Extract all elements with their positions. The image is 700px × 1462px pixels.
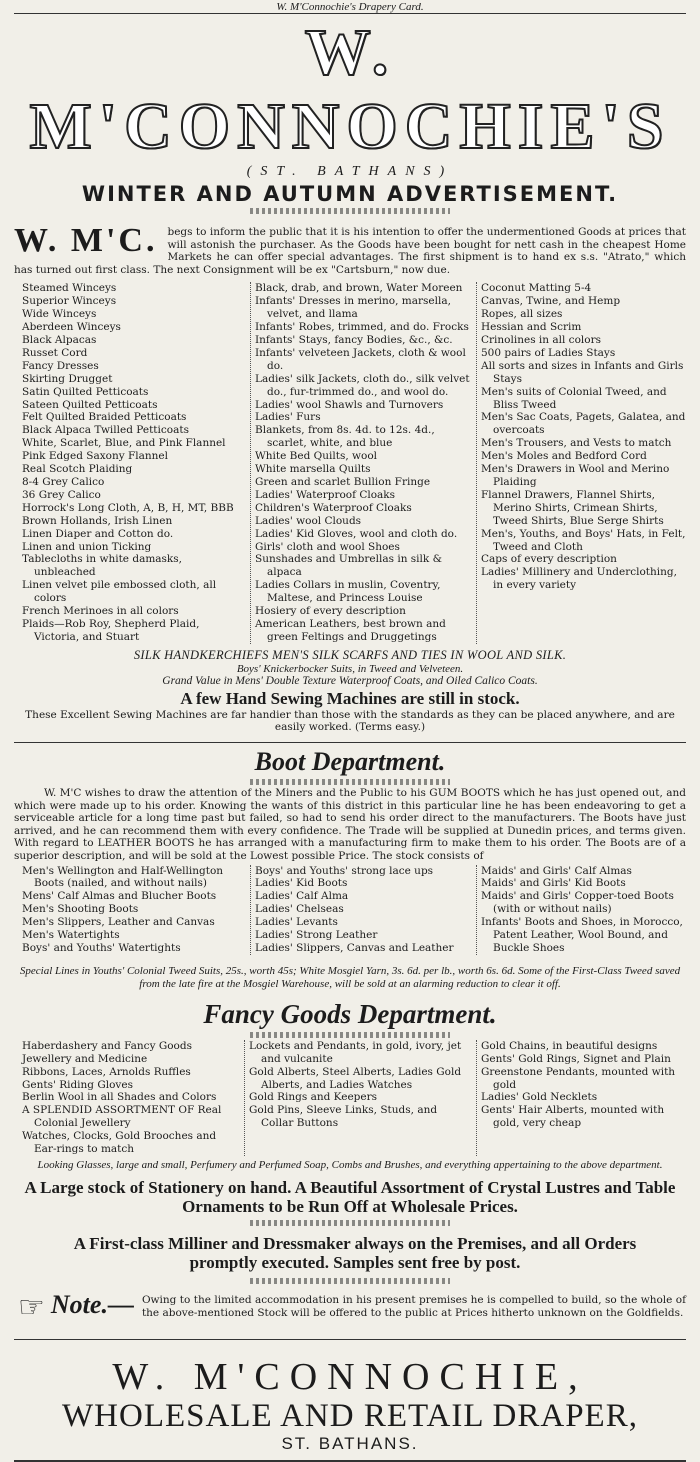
list-item: Ladies' Gold Necklets bbox=[481, 1091, 598, 1104]
list-item: Black, drab, and brown, Water Moreen bbox=[255, 282, 463, 295]
list-item: French Merinoes in all colors bbox=[22, 605, 179, 618]
fancy-heading: Fancy Goods Department. bbox=[203, 998, 497, 1029]
list-item: Men's Drawers in Wool and Merino Plaiding bbox=[481, 463, 670, 488]
list-item: Plaids—Rob Roy, Shepherd Plaid, Victoria, and Stuart bbox=[22, 617, 200, 643]
list-item: Blankets, from 8s. 4d. to 12s. 4d., scarlet, white, and blue bbox=[255, 424, 435, 450]
sewing-text: These Excellent Sewing Machines are far handier than those with the standards as they can be placed anywhere, and are easily worked. (Terms easy.) bbox=[25, 708, 675, 734]
list-item: Infants' velveteen Jackets, cloth & wool do. bbox=[255, 346, 466, 372]
divider bbox=[250, 208, 450, 214]
list-item: A SPLENDID ASSORTMENT OF Real Colonial Jewellery bbox=[22, 1104, 222, 1130]
list-item: Men's Wellington and Half-Wellington Boots (nailed, and without nails) bbox=[22, 864, 224, 890]
list-item: Flannel Drawers, Flannel Shirts, Merino Shirts, Crimean Shirts, Tweed Shirts, Blue Serge Shirts bbox=[481, 488, 664, 527]
list-item: Ropes, all sizes bbox=[481, 308, 563, 321]
list-item: Linen velvet pile embossed cloth, all colors bbox=[22, 579, 217, 605]
list-item: Ladies' Kid Boots bbox=[255, 877, 348, 890]
boot-text: W. M'C wishes to draw the attention of the Miners and the Public to his GUM BOOTS which he has just opened out, and which were made up to his order. Knowing the wants of this district in this particular line he has been endeavoring to get a serviceable article for a long time past but failed, so had to send his order direct to the manufacturers. The Boots have just arrived, and he can recommend them with every confidence. The Trade will be supplied at Dunedin prices, and terms given. With regard to LEATHER BOOTS he has arranged with a manufacturing firm to make them to his order. The Boots are of a superior description, and will be sold at the Lowest possible Price. The stock consists of bbox=[14, 786, 686, 862]
list-item: Superior Winceys bbox=[22, 295, 117, 308]
list-item: Infants' Boots and Shoes, in Morocco, Patent Leather, Wool Bound, and Buckle Shoes bbox=[481, 916, 683, 954]
list-item: 8-4 Grey Calico bbox=[22, 475, 105, 488]
list-item: Ladies' Calf Alma bbox=[255, 890, 349, 903]
note bbox=[18, 1290, 686, 1325]
list-item: Linen Diaper and Cotton do. bbox=[22, 527, 174, 540]
looking-glasses: Looking Glasses, large and small, Perfumery and Perfumed Soap, Combs and Brushes, and everything appertaining to the above department. bbox=[37, 1159, 663, 1171]
boot-special: Special Lines in Youths' Colonial Tweed Suits, 25s., worth 45s; White Mosgiel Yarn, 3s. 6d. per lb., worth 6s. 6d. Some of the First-Class Tweed saved from the late fire at the Mosgiel Warehouse, will be sold at an alarming reduction to clear it off. bbox=[19, 964, 681, 990]
list-item: Gold Chains, in beautiful designs bbox=[481, 1039, 658, 1052]
list-item: Mens' Calf Almas and Blucher Boots bbox=[22, 890, 217, 903]
divider bbox=[250, 779, 450, 785]
intro-text: begs to inform the public that it is his intention to offer the undermentioned Goods at prices that will astonish the purchaser. As the Goods have been bought for nett cash in the cheapest Home Markets he can offer special advantages. The first shipment is to hand ex s.s. "Atrato," which has turned out first class. The next Consignment will be ex "Cartsburn," now due. bbox=[14, 226, 686, 276]
list-item: Gold Alberts, Steel Alberts, Ladies Gold Alberts, and Ladies Watches bbox=[249, 1065, 462, 1091]
list-item: Ribbons, Laces, Arnolds Ruffles bbox=[22, 1065, 191, 1078]
list-item: Gold Pins, Sleeve Links, Studs, and Collar Buttons bbox=[249, 1104, 438, 1130]
list-item: Ladies' wool Clouds bbox=[255, 514, 362, 527]
boot-list bbox=[18, 865, 690, 955]
fancy-col-3 bbox=[476, 1040, 690, 1156]
list-item: Infants' Stays, fancy Bodies, &c., &c. bbox=[255, 334, 453, 346]
list-item: Infants' Robes, trimmed, and do. Frocks bbox=[255, 321, 469, 334]
list-item: Boys' and Youths' Watertights bbox=[22, 941, 181, 954]
list-item: Men's Trousers, and Vests to match bbox=[481, 437, 672, 450]
fancy-col-2 bbox=[244, 1040, 476, 1156]
ad-title: WINTER AND AUTUMN ADVERTISEMENT. bbox=[81, 182, 619, 206]
boys-line: Boys' Knickerbocker Suits, in Tweed and Velveteen. bbox=[236, 662, 464, 675]
list-item: Linen and union Ticking bbox=[22, 540, 152, 553]
list-item: Gents' Hair Alberts, mounted with gold, very cheap bbox=[481, 1104, 665, 1130]
list-item: Sateen Quilted Petticoats bbox=[22, 398, 158, 411]
note-text: Owing to the limited accommodation in his present premises he is compelled to build, so the whole of the above-mentioned Stock will be offered to the public at Prices hitherto unknown on the Goldfields. bbox=[141, 1294, 686, 1319]
list-item: Men's Shooting Boots bbox=[22, 903, 139, 916]
list-item: Aberdeen Winceys bbox=[22, 321, 121, 334]
list-item: Skirting Drugget bbox=[22, 372, 113, 385]
boot-col-2 bbox=[250, 865, 476, 955]
list-item: Wide Winceys bbox=[22, 308, 97, 321]
list-item: Men's suits of Colonial Tweed, and Bliss Tweed bbox=[481, 385, 667, 411]
location: (ST. BATHANS) bbox=[246, 164, 454, 179]
list-item: Tablecloths in white damasks, unbleached bbox=[22, 553, 183, 579]
rule bbox=[14, 742, 686, 743]
list-item: Ladies' Slippers, Canvas and Leather bbox=[255, 941, 454, 954]
list-item: Jewellery and Medicine bbox=[22, 1052, 148, 1065]
list-item: Russet Cord bbox=[22, 346, 88, 359]
list-item: Watches, Clocks, Gold Brooches and Ear-rings to match bbox=[22, 1130, 217, 1156]
list-item: Caps of every description bbox=[481, 553, 617, 566]
list-item: Hessian and Scrim bbox=[481, 321, 582, 334]
list-item: Ladies Collars in muslin, Coventry, Maltese, and Princess Louise bbox=[255, 579, 441, 605]
list-item: Satin Quilted Petticoats bbox=[22, 385, 149, 398]
list-item: Men's Slippers, Leather and Canvas bbox=[22, 916, 215, 929]
list-item: White marsella Quilts bbox=[255, 463, 371, 476]
list-item: Steamed Winceys bbox=[22, 282, 117, 295]
list-item: White, Scarlet, Blue, and Pink Flannel bbox=[22, 437, 226, 450]
list-item: Canvas, Twine, and Hemp bbox=[481, 295, 621, 308]
list-item: Girls' cloth and wool Shoes bbox=[255, 540, 400, 553]
list-item: Men's Moles and Bedford Cord bbox=[481, 450, 647, 463]
list-item: Gents' Riding Gloves bbox=[22, 1078, 133, 1091]
intro-initials: W. M'C. bbox=[14, 222, 158, 259]
list-item: Ladies' Kid Gloves, wool and cloth do. bbox=[255, 527, 458, 540]
milliner: A First-class Milliner and Dressmaker always on the Premises, and all Orders promptly executed. Samples sent free by post. bbox=[73, 1234, 637, 1272]
list-item: Ladies' wool Shawls and Turnovers bbox=[255, 398, 444, 411]
footer-title: WHOLESALE AND RETAIL DRAPER, bbox=[62, 1398, 638, 1434]
intro bbox=[14, 222, 686, 276]
grand-line: Grand Value in Mens' Double Texture Waterproof Coats, and Oiled Calico Coats. bbox=[162, 674, 538, 687]
footer-place: ST. BATHANS. bbox=[281, 1434, 419, 1453]
note-label: Note.— bbox=[50, 1290, 134, 1319]
list-item: All sorts and sizes in Infants and Girls Stays bbox=[481, 359, 684, 385]
list-item: Sunshades and Umbrellas in silk & alpaca bbox=[255, 553, 442, 579]
running-head: W. M'Connochie's Drapery Card. bbox=[276, 1, 424, 13]
divider bbox=[250, 1220, 450, 1226]
list-item: 500 pairs of Ladies Stays bbox=[481, 346, 616, 359]
list-item: Fancy Dresses bbox=[22, 359, 99, 372]
boot-heading: Boot Department. bbox=[254, 746, 446, 776]
list-item: Real Scotch Plaiding bbox=[22, 463, 133, 476]
list-item: Men's Watertights bbox=[22, 929, 120, 942]
list-item: Coconut Matting 5-4 bbox=[481, 282, 592, 295]
list-item: Crinolines in all colors bbox=[481, 334, 601, 346]
list-item: Greenstone Pendants, mounted with gold bbox=[481, 1065, 676, 1091]
list-item: Maids' and Girls' Calf Almas bbox=[481, 864, 632, 877]
list-item: Felt Quilted Braided Petticoats bbox=[22, 411, 187, 424]
list-item: Black Alpacas bbox=[22, 334, 97, 346]
list-item: Boys' and Youths' strong lace ups bbox=[255, 864, 434, 877]
list-item: Gents' Gold Rings, Signet and Plain bbox=[481, 1052, 671, 1065]
stationery: A Large stock of Stationery on hand. A Beautiful Assortment of Crystal Lustres and Table Ornaments to be Run Off at Wholesale Prices. bbox=[24, 1178, 676, 1216]
fancy-list bbox=[18, 1040, 690, 1156]
sewing-heading: A few Hand Sewing Machines are still in stock. bbox=[180, 688, 520, 708]
list-item: Hosiery of every description bbox=[255, 605, 406, 618]
footer-name: W. M'CONNOCHIE, bbox=[112, 1356, 588, 1398]
list-item: Black Alpaca Twilled Petticoats bbox=[22, 424, 189, 437]
drapery-col-1 bbox=[18, 282, 250, 643]
list-item: Maids' and Girls' Copper-toed Boots (with or without nails) bbox=[481, 890, 674, 916]
list-item: Ladies' Millinery and Underclothing, in every variety bbox=[481, 566, 677, 592]
masthead: W. M'CONNOCHIE'S bbox=[29, 16, 671, 163]
list-item: Men's, Youths, and Boys' Hats, in Felt, Tweed and Cloth bbox=[481, 527, 686, 553]
list-item: Ladies' Furs bbox=[255, 411, 321, 424]
list-item: White Bed Quilts, wool bbox=[255, 450, 378, 463]
list-item: Ladies' Strong Leather bbox=[255, 929, 378, 942]
list-item: Ladies' Chelseas bbox=[255, 903, 344, 916]
drapery-col-2 bbox=[250, 282, 476, 643]
boot-col-1 bbox=[18, 865, 250, 955]
rule bbox=[14, 1339, 686, 1340]
list-item: Ladies' Waterproof Cloaks bbox=[255, 488, 396, 501]
list-item: Children's Waterproof Cloaks bbox=[255, 501, 412, 514]
fancy-col-1 bbox=[18, 1040, 244, 1156]
list-item: Men's Sac Coats, Pagets, Galatea, and overcoats bbox=[481, 411, 686, 437]
list-item: 36 Grey Calico bbox=[22, 488, 101, 501]
list-item: American Leathers, best brown and green Feltings and Druggetings bbox=[255, 617, 446, 643]
drapery-col-3 bbox=[476, 282, 690, 643]
list-item: Gold Rings and Keepers bbox=[249, 1091, 378, 1104]
list-item: Maids' and Girls' Kid Boots bbox=[481, 877, 626, 890]
list-item: Brown Hollands, Irish Linen bbox=[22, 514, 173, 527]
pointing-hand-icon: ☞ bbox=[18, 1290, 45, 1325]
divider bbox=[250, 1278, 450, 1284]
list-item: Horrock's Long Cloth, A, B, H, MT, BBB bbox=[22, 501, 234, 514]
list-item: Pink Edged Saxony Flannel bbox=[22, 450, 168, 463]
list-item: Ladies' silk Jackets, cloth do., silk velvet do., fur-trimmed do., and wool do. bbox=[255, 372, 470, 398]
boot-col-3 bbox=[476, 865, 690, 955]
divider bbox=[250, 1032, 450, 1038]
list-item: Ladies' Levants bbox=[255, 916, 338, 929]
list-item: Haberdashery and Fancy Goods bbox=[22, 1039, 192, 1052]
top-rule bbox=[14, 13, 686, 14]
silk-line: SILK HANDKERCHIEFS MEN'S SILK SCARFS AND TIES IN WOOL AND SILK. bbox=[133, 647, 567, 662]
drapery-list bbox=[18, 282, 690, 643]
list-item: Lockets and Pendants, in gold, ivory, jet and vulcanite bbox=[249, 1039, 462, 1065]
list-item: Berlin Wool in all Shades and Colors bbox=[22, 1091, 217, 1104]
list-item: Green and scarlet Bullion Fringe bbox=[255, 475, 431, 488]
list-item: Infants' Dresses in merino, marsella, velvet, and llama bbox=[255, 295, 451, 321]
